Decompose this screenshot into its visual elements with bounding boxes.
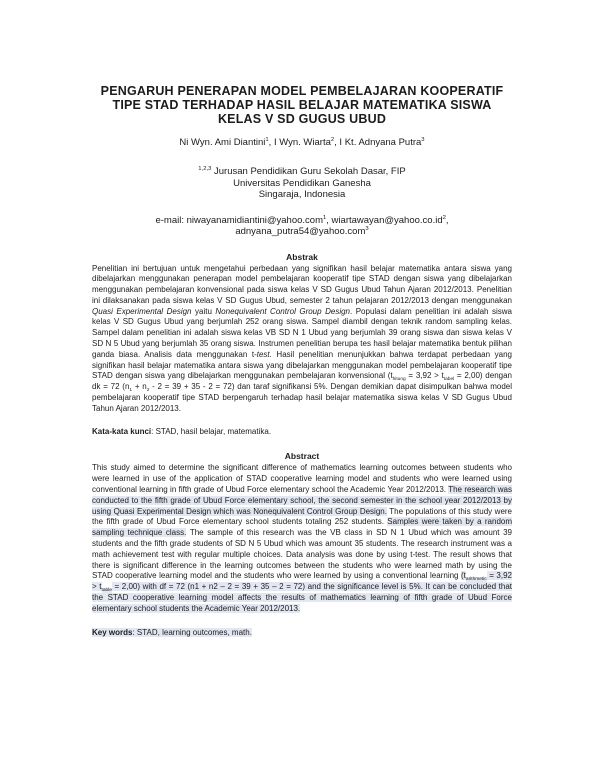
keywords-id: Kata-kata kunci: STAD, hasil belajar, matematika. [92, 426, 272, 436]
page-title [92, 84, 512, 126]
email-line: e-mail: niwayanamidiantini@yahoo.com$^1$, $wiartawayan@yahoo.co.id^2$, adnyana_putra54@yahoo.com$^3$ [155, 214, 449, 237]
title-line-2: TIPE STAD TERHADAP HASIL BELAJAR MATEMATIKA SISWA [112, 98, 492, 112]
abstrak-body: Penelitian ini bertujuan untuk mengetahui perbedaan yang signifikan hasil belajar matematika antara siswa yang dibelajarkan menggunakan penerapan model pembelajaran kooperatif tipe STAD dengan siswa yang dibelajarkan menggunakan pembelajaran konvensional pada siswa kelas V SD Gugus Ubud Tahun Ajaran 2012/2013. Penelitian ini dilaksanakan pada siswa kelas V SD Gugus Ubud, semester 2 tahun pelajaran 2012/2013 dengan menggunakan Quasi Experimental Design yaitu Nonequivalent Control Group Design. Populasi dalam penelitian ini adalah siswa kelas V SD Gugus Ubud yang berjumlah 252 orang siswa. Sampel diambil dengan teknik random sampling kelas. Sampel dalam penelitian ini adalah siswa kelas VB SD N 1 Ubud yang berjumlah 39 orang siswa dan siswa kelas V SD N 5 Ubud yang berjumlah 35 orang siswa. Instrumen penelitian berupa tes hasil belajar matematika bentuk pilihan ganda biasa. Analisis data menggunakan t-test. Hasil penelitian menunjukkan bahwa terdapat perbedaan yang signifikan hasil belajar matematika antara siswa yang dibelajarkan menggunakan model pembelajaran kooperatif tipe STAD dengan siswa yang dibelajarkan menggunakan pembelajaran konvensional $(t_{hitung} = 3,92 > t_{tabel} = 2,00)$ dengan dk = 72 $(n_1 + n_2 - 2 = 39 + 35 - 2 = 72)$ dan taraf signifikansi 5%. Dengan demikian dapat disimpulkan bahwa model pembelajaran kooperatif tipe STAD berpengaruh terhadap hasil belajar matematika siswa kelas V SD Gugus Ubud Tahun Ajaran 2012/2013. [92, 263, 513, 413]
abstrak-heading: Abstrak [286, 251, 318, 262]
authors-line: Ni Wyn. Ami Diantini$^1$, I Wyn. Wiarta$^2$, I Kt. Adnyana Putra$^3$ [179, 136, 425, 148]
abstract-heading: Abstract [284, 451, 320, 462]
abstract-body: This study aimed to determine the significant difference of mathematics learning outcomes between students who were learned in use of the application of STAD cooperative learning model and students who were learned using conventional learning in fifth grade of Ubud Force elementary school the Academic Year 2012/2013. The research was conducted to the fifth grade of Ubud Force elementary school, the second semester in the school year 2012/2013 by using Quasi Experimental Design which was Nonequivalent Control Group Design. The populations of this study were the fifth grade of Ubud Force elementary school students totaling 252 students. Samples were taken by a random sampling technique class. The sample of this research was the VB class in SD N 1 Ubud which was amount 39 students and the fifth grade students of SD N 5 Ubud which was amount 35 students. The research instrument was a math achievement test with regular multiple choices. Data analysis was done by using t-test. The result shows that there is significant difference in the learning outcomes between the students who were learned math by using the STAD cooperative learning model and the students who were learned by using a conventional learning $(t_{arithmetic} = 3,92 > t_{table} = 2,00)$ with df = 72 (n1 + n2 – 2 = 39 + 35 – 2 = 72) and the significance level is 5%. It can be concluded that the STAD cooperative learning model affects the results of mathematics learning of fifth grade of Ubud Force elementary school students the Academic Year 2012/2013. [92, 463, 513, 613]
title-line-3: KELAS V SD GUGUS UBUD [217, 112, 387, 126]
affiliation-block: $^{1,2,3}$ Jurusan Pendidikan Guru Sekolah Dasar, FIP Universitas Pendidikan Ganesha Singaraja, Indonesia [198, 165, 406, 200]
keywords-en: Key words: STAD, learning outcomes, math. [92, 627, 252, 637]
paper-content [92, 84, 512, 638]
title-line-1: PENGARUH PENERAPAN MODEL PEMBELAJARAN KOOPERATIF [100, 84, 504, 98]
